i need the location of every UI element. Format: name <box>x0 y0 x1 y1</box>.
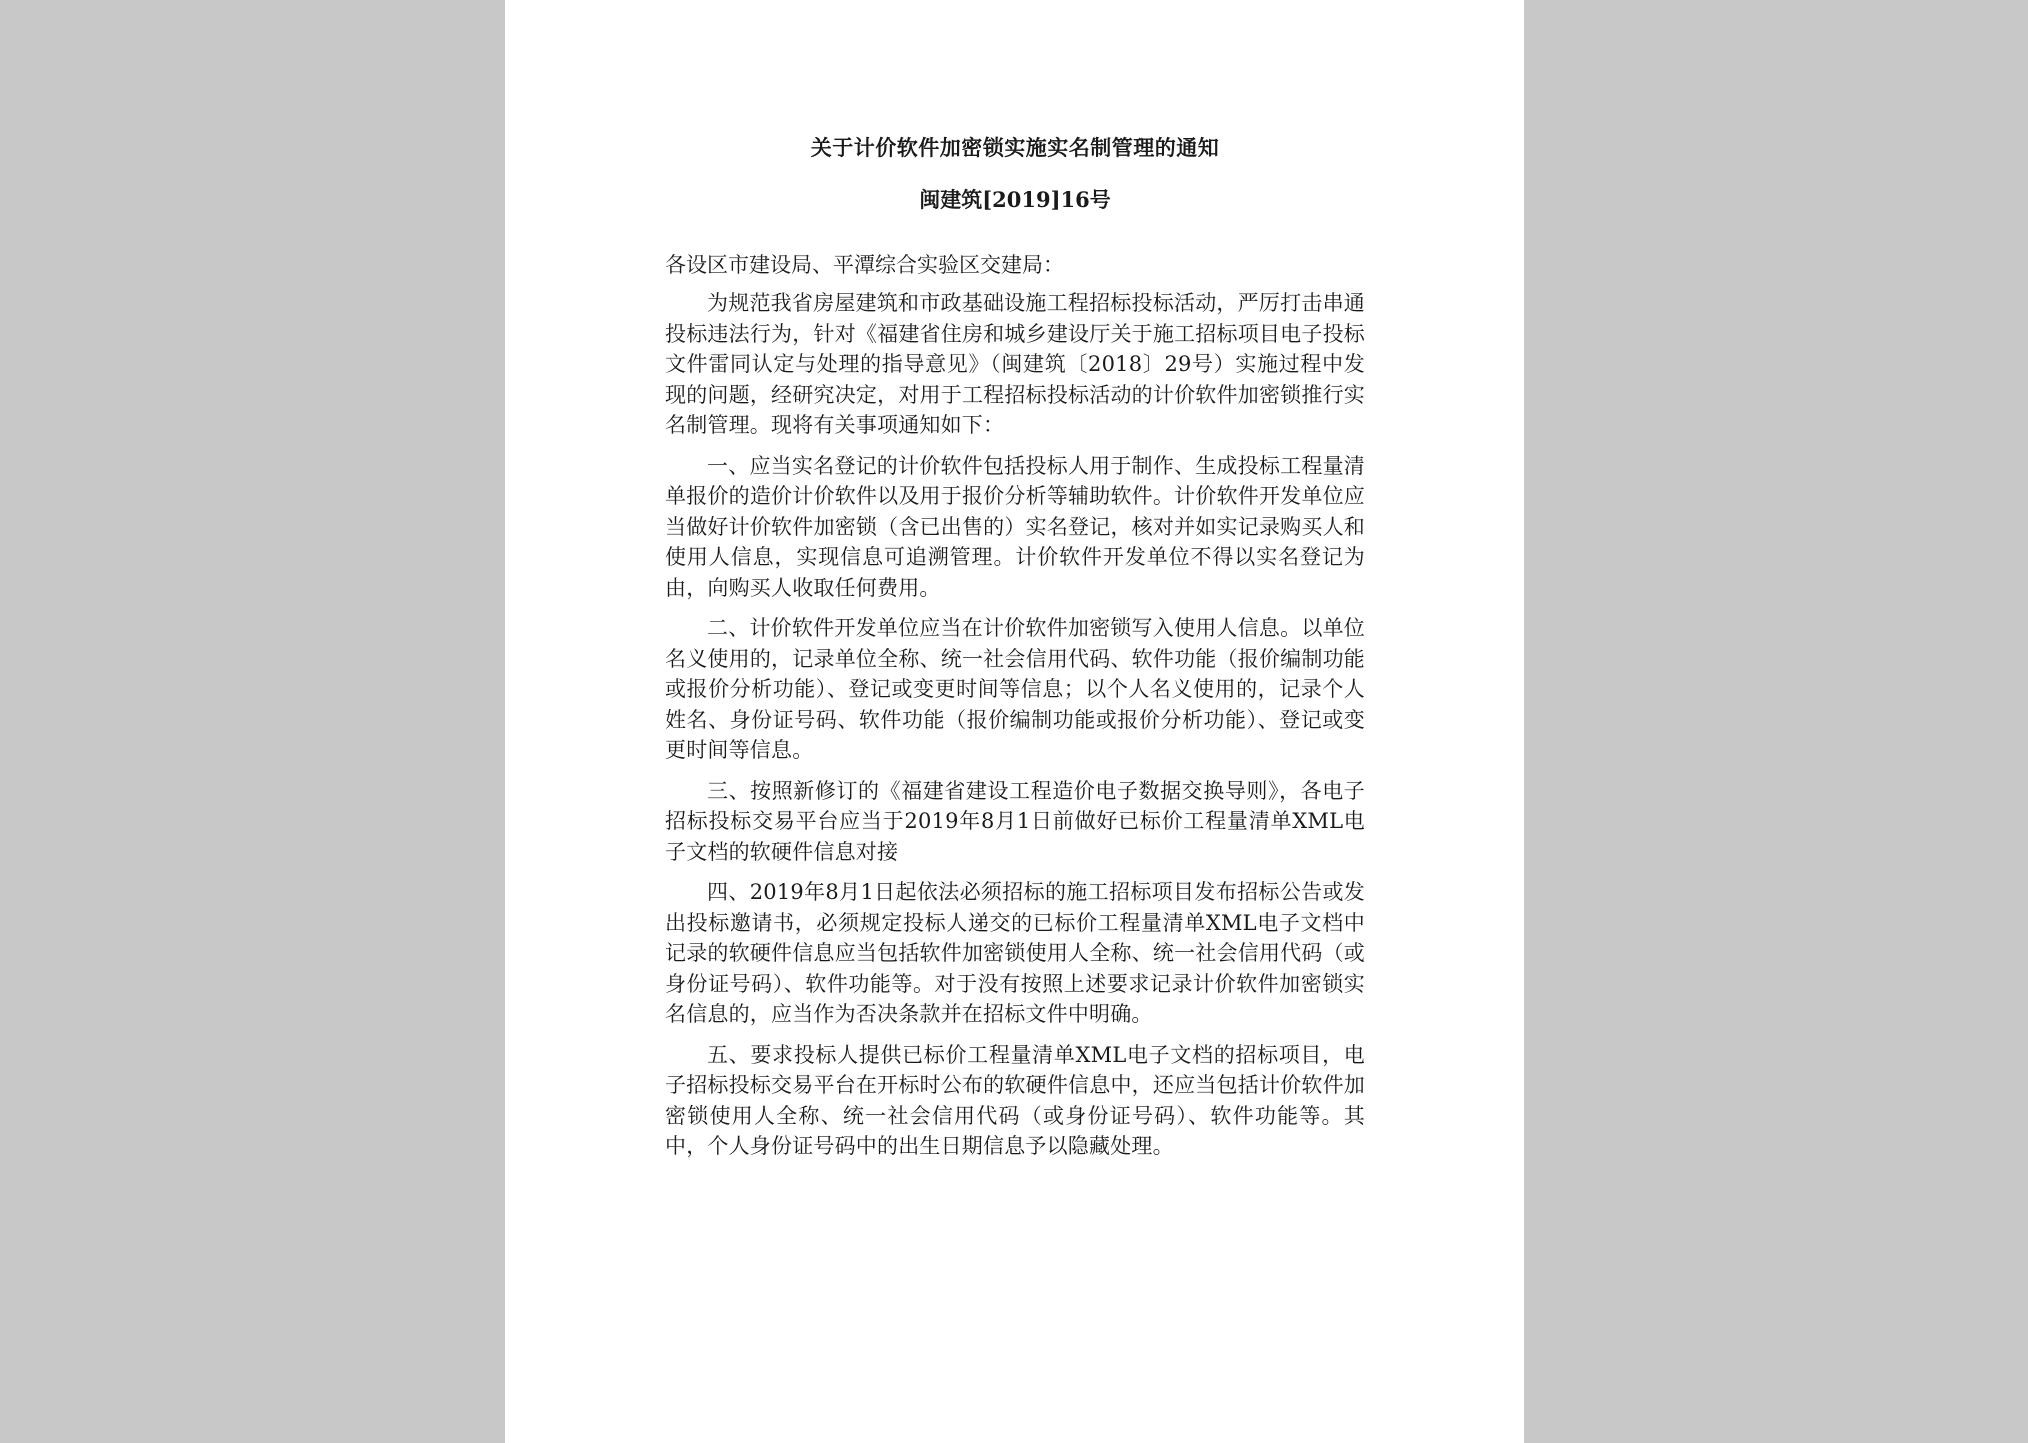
paragraph-item-5: 五、要求投标人提供已标价工程量清单XML电子文档的招标项目，电子招标投标交易平台在开标时公布的软硬件信息中，还应当包括计价软件加密锁使用人全称、统一社会信用代码（或身份证号码）、软件功能等。其中，个人身份证号码中的出生日期信息予以隐藏处理。 <box>665 1042 1365 1158</box>
paragraph-item-4: 四、2019年8月1日起依法必须招标的施工招标项目发布招标公告或发出投标邀请书，必须规定投标人递交的已标价工程量清单XML电子文档中记录的软硬件信息应当包括软件加密锁使用人全称、统一社会信用代码（或身份证号码）、软件功能等。对于没有按照上述要求记录计价软件加密锁实名信息的，应当作为否决条款并在招标文件中明确。 <box>665 880 1365 1026</box>
paragraph-intro: 为规范我省房屋建筑和市政基础设施工程招标投标活动，严厉打击串通投标违法行为，针对《福建省住房和城乡建设厅关于施工招标项目电子投标文件雷同认定与处理的指导意见》（闽建筑〔2018〕29号）实施过程中发现的问题，经研究决定，对用于工程招标投标活动的计价软件加密锁推行实名制管理。现将有关事项通知如下： <box>665 291 1365 437</box>
document-title: 关于计价软件加密锁实施实名制管理的通知 <box>810 135 1220 160</box>
paragraph-item-1: 一、应当实名登记的计价软件包括投标人用于制作、生成投标工程量清单报价的造价计价软件以及用于报价分析等辅助软件。计价软件开发单位应当做好计价软件加密锁（含已出售的）实名登记，核对并如实记录购买人和使用人信息，实现信息可追溯管理。计价软件开发单位不得以实名登记为由，向购买人收取任何费用。 <box>665 453 1365 600</box>
document-page <box>505 0 1524 1443</box>
page-content <box>665 118 1365 1172</box>
document-number: 闽建筑[2019]16号 <box>919 187 1111 212</box>
salutation: 各设区市建设局、平潭综合实验区交建局： <box>665 253 1064 277</box>
paragraph-item-3: 三、按照新修订的《福建省建设工程造价电子数据交换导则》，各电子招标投标交易平台应当于2019年8月1日前做好已标价工程量清单XML电子文档的软硬件信息对接 <box>665 778 1365 864</box>
paragraph-item-2: 二、计价软件开发单位应当在计价软件加密锁写入使用人信息。以单位名义使用的，记录单位全称、统一社会信用代码、软件功能（报价编制功能或报价分析功能）、登记或变更时间等信息；以个人名义使用的，记录个人姓名、身份证号码、软件功能（报价编制功能或报价分析功能）、登记或变更时间等信息。 <box>665 616 1365 762</box>
